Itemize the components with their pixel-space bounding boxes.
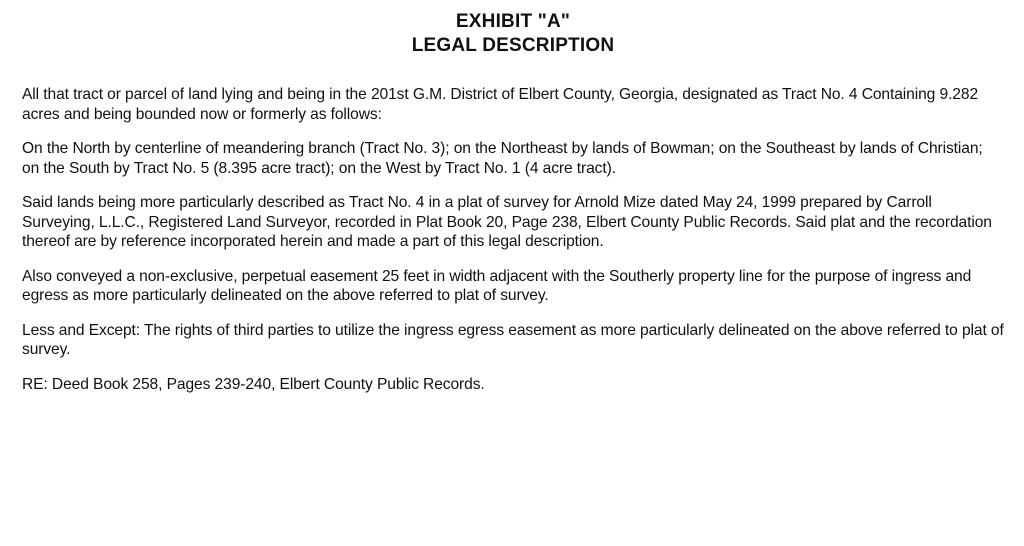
paragraph-easement: Also conveyed a non-exclusive, perpetual easement 25 feet in width adjacent with the Southerly property line for the purpose of ingress and egress as more particularly delineated on the above referred to plat of survey. bbox=[22, 267, 972, 304]
paragraph-tract-intro: All that tract or parcel of land lying and being in the 201st G.M. District of Elbert County, Georgia, designated as Tract No. 4 Containing 9.282 acres and being bounded now or formerly as follows: bbox=[22, 86, 979, 123]
page-title: LEGAL DESCRIPTION bbox=[411, 35, 615, 56]
paragraph-boundaries: On the North by centerline of meandering branch (Tract No. 3); on the Northeast by lands of Bowman; on the Southeast by lands of Christian; on the South by Tract No. 5 (8.395 acre tract); on the West by Tract No. 1 (4 acre tract). bbox=[22, 140, 983, 177]
exhibit-heading: EXHIBIT "A" bbox=[455, 11, 571, 32]
paragraph-less-except: Less and Except: The rights of third parties to utilize the ingress egress easement as more particularly delineated on the above referred to plat of survey. bbox=[22, 321, 1004, 358]
paragraph-deed-reference: RE: Deed Book 258, Pages 239-240, Elbert County Public Records. bbox=[22, 375, 485, 393]
paragraph-plat-survey: Said lands being more particularly described as Tract No. 4 in a plat of survey for Arnold Mize dated May 24, 1999 prepared by Carroll Surveying, L.L.C., Registered Land Surveyor, recorded in Plat Book 20, Page 238, Elbert County Public Records. Said plat and the recordation thereof are by reference incorporated herein and made a part of this legal description. bbox=[22, 194, 992, 250]
